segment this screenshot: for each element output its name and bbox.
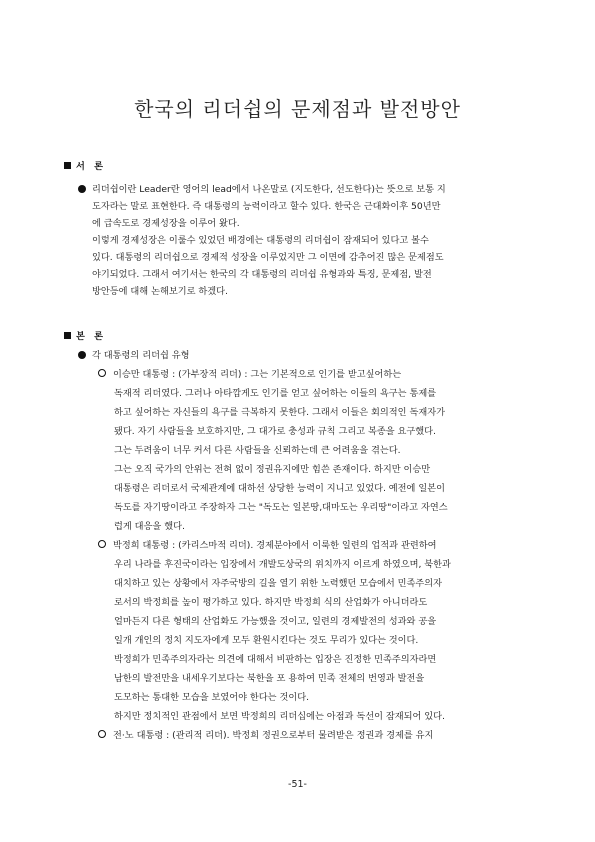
intro-heading: 서 론: [76, 161, 106, 172]
document-title: 한국의 리더쉽의 문제점과 발전방안: [134, 97, 461, 121]
filled-bullet-icon: [78, 351, 86, 359]
park-line: 우리 나라를 후진국이라는 입장에서 개발도상국의 위치까지 이르게 하였으며, 북한과: [114, 559, 451, 570]
park-line: 대치하고 있는 상황에서 자주국방의 길을 열기 위한 노력했던 모습에서 민족주의자: [114, 578, 443, 589]
chun-roh-line: 전·노 대통령 : (관리적 리더). 박정희 정권으로부터 물려받은 정권과 경제를 유지: [98, 727, 433, 741]
intro-line: 리더쉽이란 Leader란 영어의 lead에서 나온말로 (지도한다, 선도한다)는 뜻으로 보통 지: [78, 181, 446, 195]
intro-line: 에 급속도로 경제성장을 이루어 왔다.: [92, 218, 240, 229]
rhee-line: 대통령은 리더로서 국제관계에 대하선 상당한 능력이 지니고 있었다. 예전에 일본이: [114, 483, 445, 494]
rhee-line: 그는 오직 국가의 안위는 전혀 없이 정권유지에만 힘쓴 존재이다. 하지만 이승만: [114, 464, 431, 475]
intro-line: 방안등에 대해 논해보기로 하겠다.: [92, 286, 228, 297]
rhee-line: 하고 싶어하는 자신들의 욕구를 극복하지 못한다. 그래서 이들은 회의적인 독재자가: [114, 407, 445, 418]
intro-line: 도자라는 말로 표현한다. 즉 대통령의 능력이라고 할수 있다. 한국은 근대화이후 50년만: [92, 201, 441, 212]
intro-line: 야기되었다. 그래서 여기서는 한국의 각 대통령의 리더쉽 유형과와 특징, 문제점, 발전: [92, 269, 432, 280]
square-bullet-icon: [64, 332, 71, 339]
square-bullet-icon: [64, 162, 71, 169]
park-line: 얼마든지 다른 형태의 산업화도 가능했을 것이고, 일련의 경제발전의 성과와 공을: [114, 616, 437, 627]
hollow-circle-bullet-icon: [98, 540, 106, 548]
body-heading-row: [64, 328, 106, 342]
sub-heading-row: [78, 347, 190, 361]
park-line: 박정희 대통령 : (카리스마적 리더). 경제분야에서 이룩한 일련의 업적과 관련하여: [98, 537, 436, 551]
rhee-line: 럽게 대응을 했다.: [114, 521, 185, 532]
intro-line: 있다. 대통령의 리더쉽으로 경제적 성장을 이루었지만 그 이면에 감추어진 많은 문제점도: [92, 252, 444, 263]
park-line: 박정희가 민족주의자라는 의견에 대해서 비판하는 입장은 진정한 민족주의자라면: [114, 654, 437, 665]
filled-bullet-icon: [78, 185, 86, 193]
park-line: 도모하는 통대한 모습을 보였어야 한다는 것이다.: [114, 692, 310, 703]
rhee-line: 이승만 대통령 : (가부장적 리더) : 그는 기본적으로 인기를 받고싶어하는: [98, 366, 401, 380]
rhee-line: 됐다. 자기 사람들을 보호하지만, 그 대가로 충성과 규칙 그리고 복종을 요구했다.: [114, 426, 436, 437]
rhee-line: 그는 두려움이 너무 커서 다른 사람들을 신뢰하는데 큰 어려움을 겪는다.: [114, 445, 401, 456]
park-line: 일개 개인의 정치 지도자에게 모두 환원시킨다는 것도 무리가 있다는 것이다.: [114, 635, 419, 646]
rhee-line: 독재적 리더였다. 그러나 아타깝게도 인기를 얻고 싶어하는 이들의 욕구는 통제를: [114, 388, 437, 399]
intro-line: 이렇게 경제성장은 이룰수 있었던 배경에는 대통령의 리더쉽이 잠재되어 있다고 볼수: [92, 235, 429, 246]
intro-heading-row: [64, 158, 106, 172]
park-line: 로서의 박정희를 높이 평가하고 있다. 하지만 박정희 식의 산업화가 아니더라도: [114, 597, 428, 608]
sub-heading: 각 대통령의 리더쉽 유형: [92, 350, 190, 361]
page-number: -51-: [288, 779, 307, 790]
park-line: 남한의 발전만을 내세우기보다는 북한을 포 용하여 민족 전체의 번영과 발전을: [114, 673, 425, 684]
rhee-line: 독도를 자기땅이라고 주장하자 그는 "독도는 일본땅,대마도는 우리땅"이라고 자연스: [114, 502, 448, 513]
hollow-circle-bullet-icon: [98, 730, 106, 738]
park-line: 하지만 정치적인 관점에서 보면 박정희의 리더십에는 아점과 독선이 잠재되어 있다.: [114, 711, 445, 722]
body-heading: 본 론: [76, 331, 106, 342]
hollow-circle-bullet-icon: [98, 369, 106, 377]
